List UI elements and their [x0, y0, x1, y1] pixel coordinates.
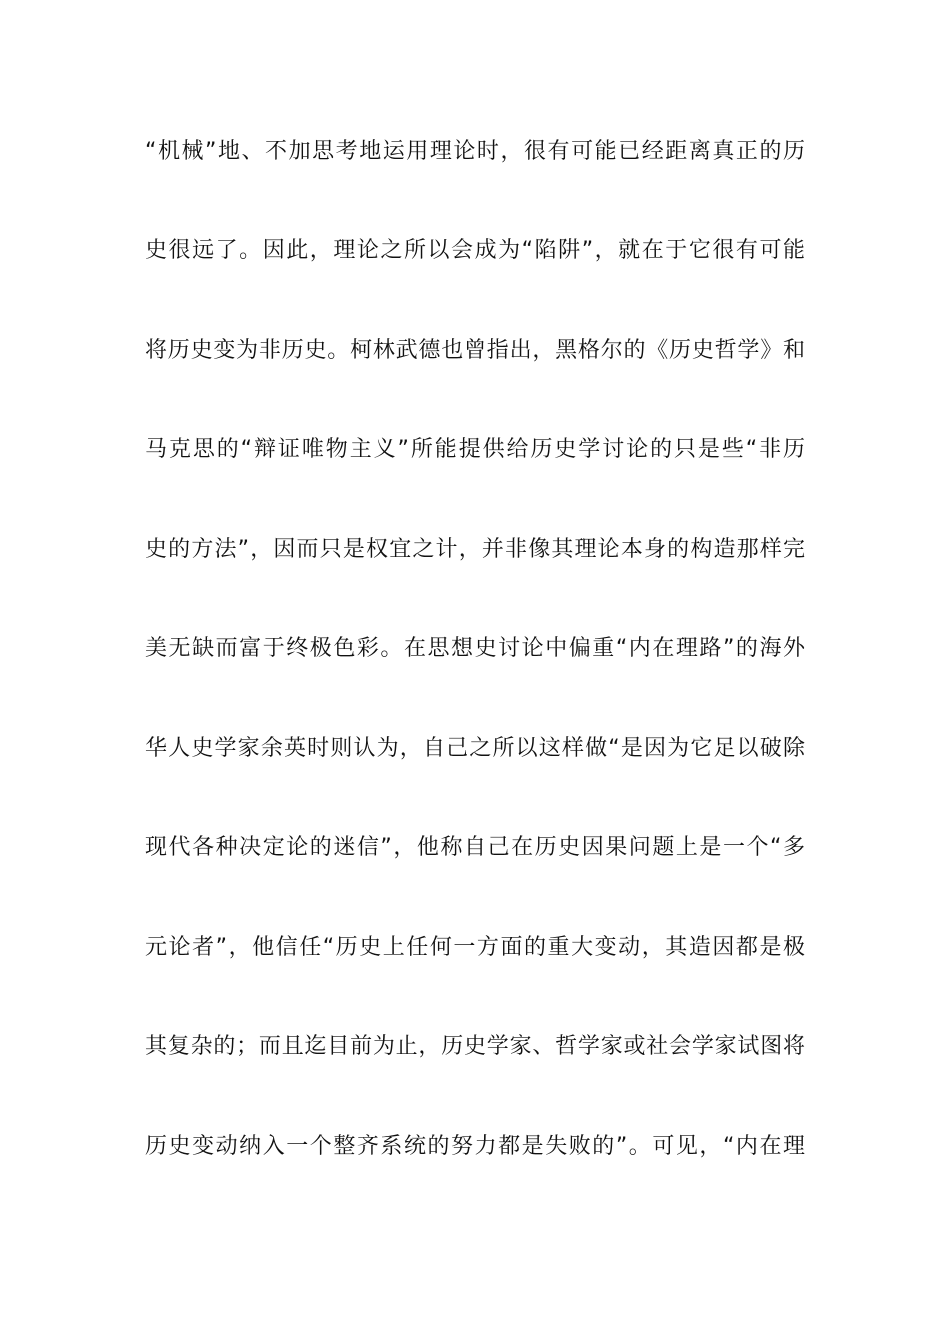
text-line-8: 现代各种决定论的迷信”，他称自己在历史因果问题上是一个“多 [145, 835, 805, 860]
text-line-4: 马克思的“辩证唯物主义”所能提供给历史学讨论的只是些“非历 [145, 437, 805, 462]
text-line-3: 将历史变为非历史。柯林武德也曾指出，黑格尔的《历史哲学》和 [145, 338, 805, 363]
text-line-10: 其复杂的；而且迄目前为止，历史学家、哲学家或社会学家试图将 [145, 1034, 805, 1059]
text-line-5: 史的方法”，因而只是权宜之计，并非像其理论本身的构造那样完 [145, 537, 805, 562]
text-line-9: 元论者”，他信任“历史上任何一方面的重大变动，其造因都是极 [145, 935, 805, 960]
text-line-1: “机械”地、不加思考地运用理论时，很有可能已经距离真正的历 [145, 139, 805, 164]
text-line-7: 华人史学家余英时则认为，自己之所以这样做“是因为它足以破除 [145, 736, 805, 761]
text-line-6: 美无缺而富于终极色彩。在思想史讨论中偏重“内在理路”的海外 [145, 636, 805, 661]
text-line-11: 历史变动纳入一个整齐系统的努力都是失败的”。可见，“内在理 [145, 1134, 805, 1159]
text-line-2: 史很远了。因此，理论之所以会成为“陷阱”，就在于它很有可能 [145, 238, 805, 263]
